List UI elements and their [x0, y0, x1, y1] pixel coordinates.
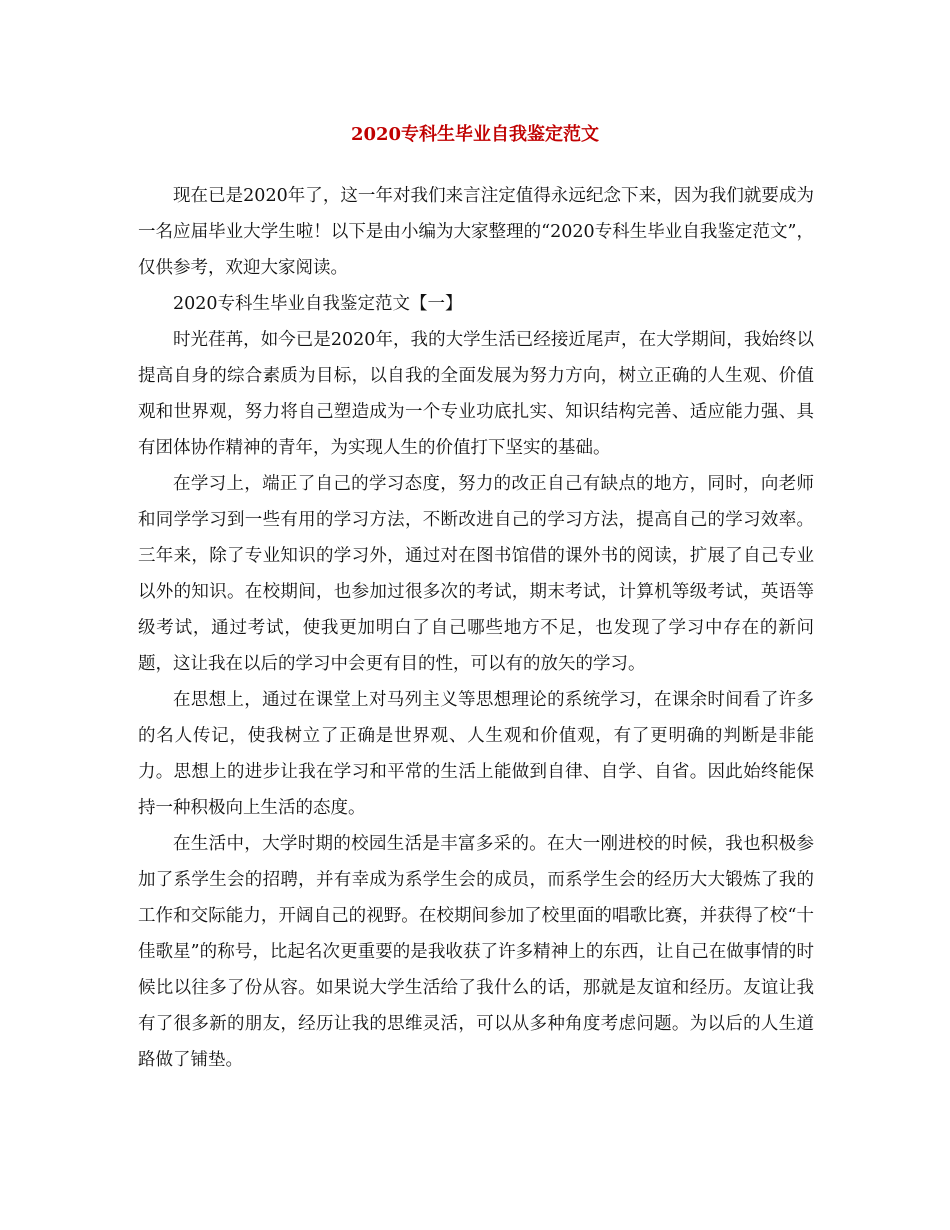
- body-paragraph-3: 在思想上，通过在课堂上对马列主义等思想理论的系统学习，在课余时间看了许多的名人传记，使我树立了正确是世界观、人生观和价值观，有了更明确的判断是非能力。思想上的进步让我在学习和平常的生活上能做到自律、自学、自省。因此始终能保持一种积极向上生活的态度。: [138, 690, 814, 818]
- body-paragraph-1: 时光荏苒，如今已是2020年，我的大学生活已经接近尾声，在大学期间，我始终以提高自身的综合素质为目标，以自我的全面发展为努力方向，树立正确的人生观、价值观和世界观，努力将自己塑造成为一个专业功底扎实、知识结构完善、适应能力强、具有团体协作精神的青年，为实现人生的价值打下坚实的基础。: [138, 330, 814, 458]
- document-body: [138, 178, 814, 1078]
- body-paragraph-4: 在生活中，大学时期的校园生活是丰富多采的。在大一刚进校的时候，我也积极参加了系学生会的招聘，并有幸成为系学生会的成员，而系学生会的经历大大锻炼了我的工作和交际能力，开阔自己的视野。在校期间参加了校里面的唱歌比赛，并获得了校“十佳歌星”的称号，比起名次更重要的是我收获了许多精神上的东西，让自己在做事情的时候比以往多了份从容。如果说大学生活给了我什么的话，那就是友谊和经历。友谊让我有了很多新的朋友，经历让我的思维灵活，可以从多种角度考虑问题。为以后的人生道路做了铺垫。: [138, 834, 814, 1070]
- document-title: 2020专科生毕业自我鉴定范文: [350, 124, 600, 145]
- intro-paragraph: 现在已是2020年了，这一年对我们来言注定值得永远纪念下来，因为我们就要成为一名应届毕业大学生啦！以下是由小编为大家整理的“2020专科生毕业自我鉴定范文”，仅供参考，欢迎大家阅读。: [138, 186, 814, 278]
- section-heading: 2020专科生毕业自我鉴定范文【一】: [173, 294, 463, 314]
- body-paragraph-2: 在学习上，端正了自己的学习态度，努力的改正自己有缺点的地方，同时，向老师和同学学习到一些有用的学习方法，不断改进自己的学习方法，提高自己的学习效率。三年来，除了专业知识的学习外，通过对在图书馆借的课外书的阅读，扩展了自己专业以外的知识。在校期间，也参加过很多次的考试，期末考试，计算机等级考试，英语等级考试，通过考试，使我更加明白了自己哪些地方不足，也发现了学习中存在的新问题，这让我在以后的学习中会更有目的性，可以有的放矢的学习。: [138, 474, 814, 674]
